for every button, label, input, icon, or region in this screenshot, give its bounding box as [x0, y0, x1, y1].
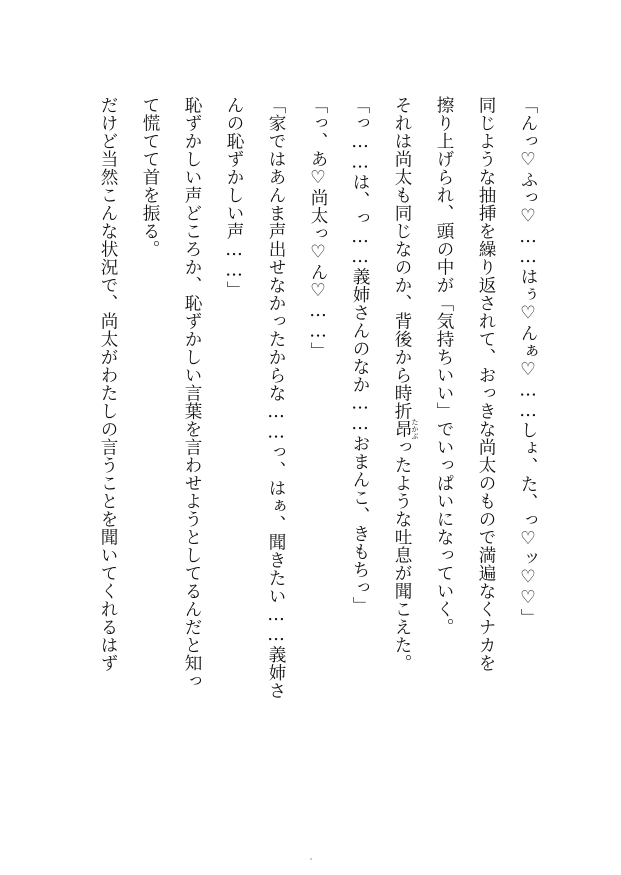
vertical-text-body [87, 96, 549, 836]
ruby-word [392, 418, 419, 440]
ruby-reading: たかぶ [411, 418, 419, 440]
page-marker-dot [310, 858, 312, 860]
ruby-base: 昂 [392, 418, 412, 440]
text-line: だけど当然こんな状況で、尚太がわたしの言うことを聞いてくれるはず [98, 96, 118, 672]
text-line: 「っ、あ♡尚太っ♡ん♡……」 [308, 96, 328, 360]
text-fragment: ったような吐息が聞こえた。 [392, 438, 412, 672]
text-line: 擦り上げられ、頭の中が「気持ちいい」でいっぱいになっていく。 [434, 96, 454, 636]
text-fragment: それは尚太も同じなのか、背後から時折 [392, 96, 412, 420]
text-line: 「っ……は、っ……義姉さんのなか……おまんこ、きもちっ」 [350, 96, 370, 615]
text-line: 同じような抽挿を繰り返されて、おっきな尚太のもので満遍なくナカを [476, 96, 496, 672]
text-line: 恥ずかしい声どころか、恥ずかしい言葉を言わせようとしてるんだと知っ [182, 96, 202, 690]
text-line: て慌てて首を振る。 [140, 96, 160, 258]
text-line: 「家ではあんま声出せなかったからな……っ、はぁ、聞きたい……義姉さ [266, 96, 286, 700]
text-line-with-ruby [381, 96, 423, 836]
text-line: んの恥ずかしい声……」 [224, 96, 244, 299]
text-line: 「んっ♡ふっ♡……はぅ♡んぁ♡……しょ、た、っ♡ッ♡♡」 [518, 96, 538, 627]
